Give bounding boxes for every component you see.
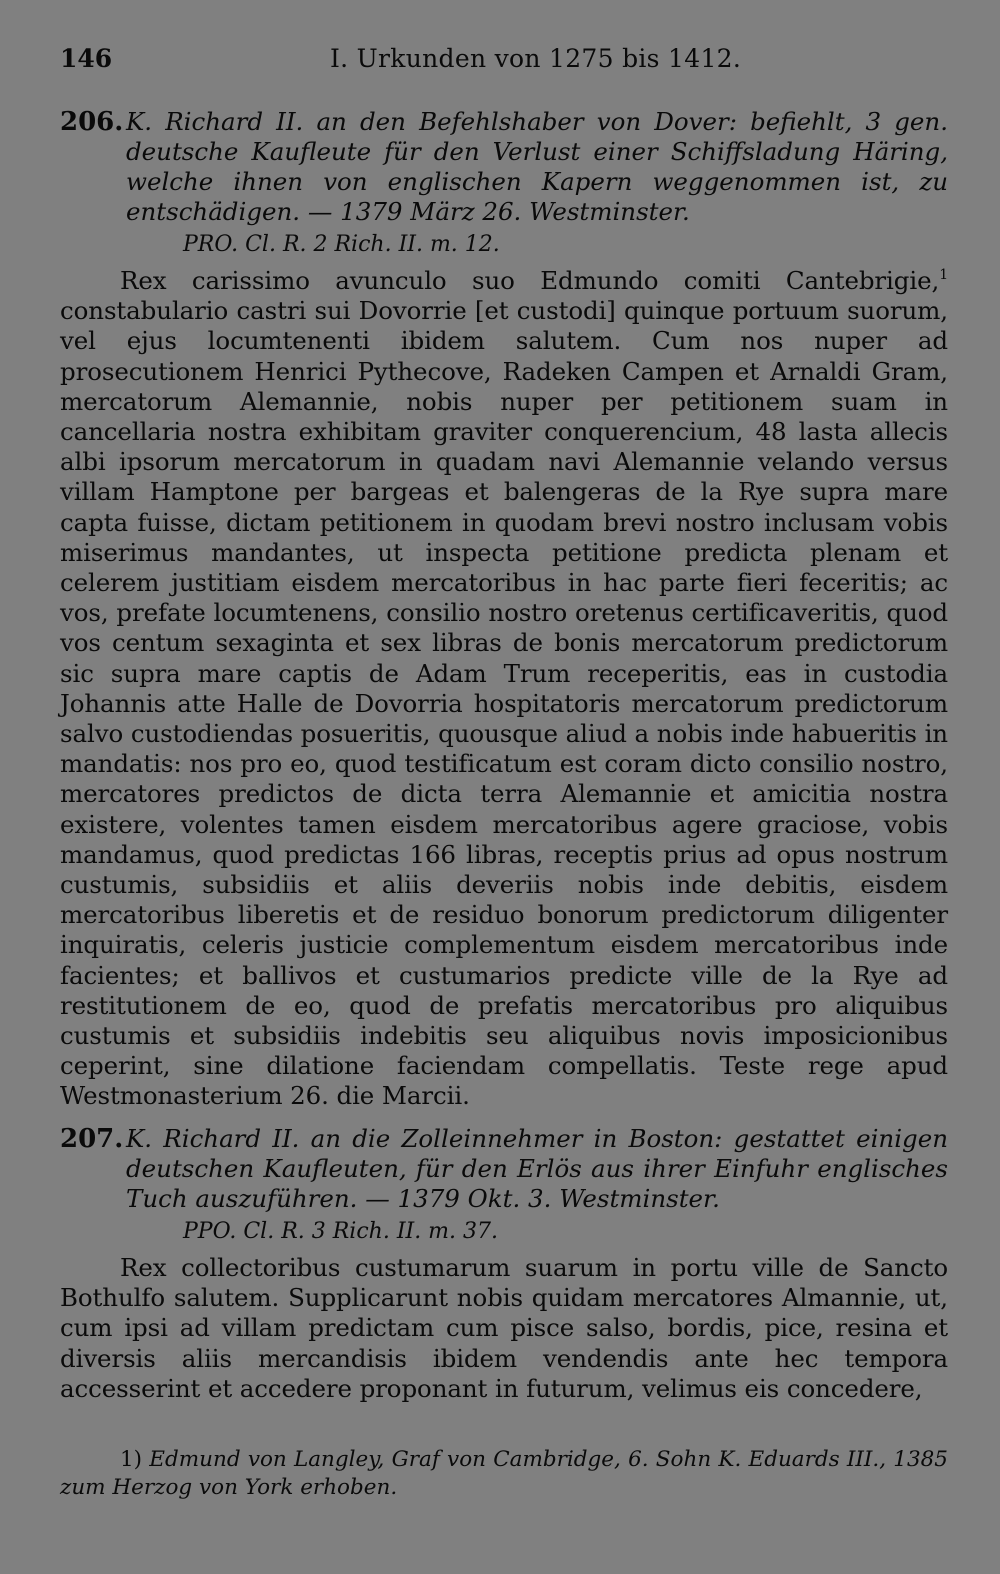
book-page: [60, 0, 948, 1574]
footnote-text: Edmund von Langley, Graf von Cambridge, 6. Sohn K. Eduards III., 1385 zum Herzog von York erhoben.: [60, 1447, 948, 1500]
document-text-continuation: constabulario castri sui Dovorrie [et custodi] quinque portuum suorum, vel ejus locumtenenti ibidem salutem. Cum nos nuper ad prosecutionem Henrici Pythecove, Radeken Campen et Arnaldi Gram, mercatorum Alemannie, nobis nuper per petitionem suam in cancellaria nostra exhibitam graviter conquerencium, 48 lasta allecis albi ipsorum mercatorum in quadam navi Alemannie velando versus villam Hamptone per bargeas et balengeras de la Rye supra mare capta fuisse, dictam petitionem in quodam brevi nostro inclusam vobis miserimus mandantes, ut inspecta petitione predicta plenam et celerem justitiam eisdem mercatoribus in hac parte fieri feceritis; ac vos, prefate locumtenens, consilio nostro oretenus certificaveritis, quod vos centum sexaginta et sex libras de bonis mercatorum predictorum sic supra mare captis de Adam Trum receperitis, eas in custodia Johannis atte Halle de Dovorria hospitatoris mercatorum predictorum salvo custodiendas posueritis, quousque aliud a nobis inde habueritis in mandatis: nos pro eo, quod testificatum est coram dicto consilio nostro, mercatores predictos de dicta terra Alemannie et amicitia nostra existere, volentes tamen eisdem mercatoribus agere graciose, vobis mandamus, quod predictas 166 libras, receptis prius ad opus nostrum custumis, subsidiis et aliis deveriis nobis inde debitis, eisdem mercatoribus liberetis et de residuo bonorum predictorum diligenter inquiratis, celeris justicie complementum eisdem mercatoribus inde facientes; et ballivos et custumarios predicte ville de la Rye ad restitutionem de eo, quod de prefatis mercatoribus pro aliquibus custumis et subsidiis indebitis seu aliquibus novis imposicionibus ceperint, sine dilatione faciendam compellatis. Teste rege apud Westmonasterium 26. die Marcii.: [60, 296, 948, 1111]
document-text: [60, 266, 948, 1112]
document-text-opening: Rex carissimo avunculo suo Edmundo comiti Cantebrigie,: [120, 266, 940, 295]
footnote-reference[interactable]: 1: [939, 267, 948, 283]
document-207: [60, 1124, 948, 1404]
archival-source: PRO. Cl. R. 2 Rich. II. m. 12.: [183, 232, 500, 257]
document-number: 207.: [60, 1124, 124, 1154]
document-text: Rex collectoribus custumarum suarum in portu ville de Sancto Bothulfo salutem. Supplicarunt nobis quidam mercatores Almannie, ut, cum ipsi ad villam predictam cum pisce salso, bordis, pice, resina et diversis aliis mercandisis ibidem vendendis ante hec tempora accesserint et accedere proponant in futurum, velimus eis concedere,: [60, 1253, 948, 1403]
running-head-title: I. Urkunden von 1275 bis 1412.: [330, 44, 742, 73]
footnote-marker: 1): [120, 1447, 143, 1472]
document-summary: K. Richard II. an den Befehlshaber von Dover: befiehlt, 3 gen. deutsche Kaufleute für den Verlust einer Schiffsladung Häring, welche ihnen von englischen Kapern weggenommen ist, zu entschädigen. — 1379 März 26. Westminster.: [126, 107, 948, 226]
document-number: 206.: [60, 107, 124, 137]
document-heading: [60, 1124, 948, 1214]
document-206: [60, 107, 948, 1112]
document-summary: K. Richard II. an die Zolleinnehmer in Boston: gestattet einigen deutschen Kaufleuten, für den Erlös aus ihrer Einfuhr englisches Tuch auszuführen. — 1379 Okt. 3. Westminster.: [126, 1124, 948, 1213]
archival-source: PPO. Cl. R. 3 Rich. II. m. 37.: [183, 1219, 499, 1244]
page-number: 146: [60, 44, 113, 73]
document-heading: [60, 107, 948, 227]
footnote: [60, 1446, 948, 1502]
running-head: [60, 44, 948, 78]
